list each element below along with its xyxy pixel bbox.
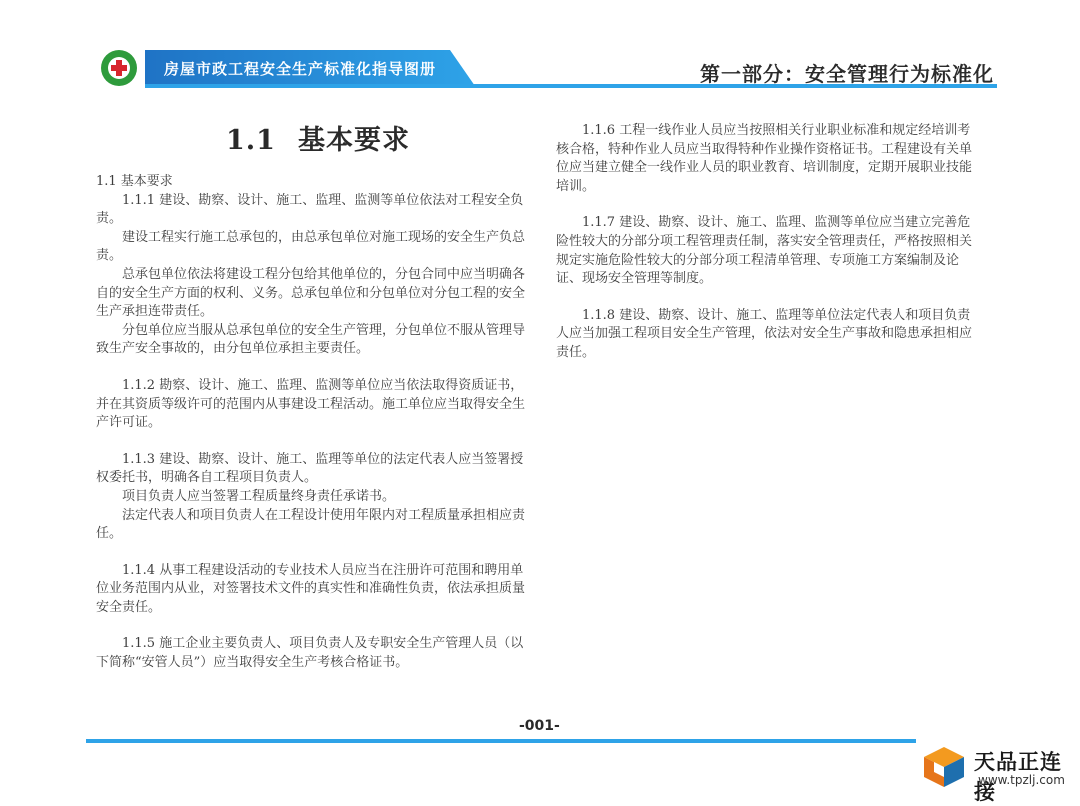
green-cross-logo-icon: [101, 50, 137, 86]
paragraph-gap: [556, 289, 976, 307]
body-paragraph: 1.1.6 工程一线作业人员应当按照相关行业职业标准和规定经培训考核合格，特种作业人员应当取得特种作业操作资格证书。工程建设有关单位应当建立健全一线作业人员的职业教育、培训制度，定期开展职业技能培训。: [556, 123, 973, 194]
paragraph-gap: [96, 617, 526, 635]
paragraph-gap: [96, 433, 526, 451]
body-paragraph: 1.1.5 施工企业主要负责人、项目负责人及专职安全生产管理人员（以下简称“安管人员”）应当取得安全生产考核合格证书。: [96, 636, 524, 671]
paragraph-gap: [556, 196, 976, 214]
paragraph-gap: [96, 359, 526, 377]
right-column: [556, 122, 976, 363]
page-heading: [226, 118, 410, 157]
heading-number: 1.1: [226, 125, 276, 156]
watermark-url: www.tpzlj.com: [978, 773, 1065, 787]
paragraph-gap: [96, 544, 526, 562]
footer-divider: [86, 739, 916, 743]
body-paragraph: 总承包单位依法将建设工程分包给其他单位的，分包合同中应当明确各自的安全生产方面的权利、义务。总承包单位和分包单位对分包工程的安全生产承担连带责任。: [96, 266, 526, 320]
heading-title: 基本要求: [297, 125, 410, 156]
body-paragraph: 项目负责人应当签署工程质量终身责任承诺书。: [122, 488, 396, 504]
body-paragraph: 1.1.7 建设、勘察、设计、施工、监理、监测等单位应当建立完善危险性较大的分部分项工程管理责任制，落实安全管理责任，严格按照相关规定实施危险性较大的分部分项工程清单管理、专项施工方案编制及论证、现场安全管理等制度。: [556, 215, 973, 287]
body-paragraph: 建设工程实行施工总承包的，由总承包单位对施工现场的安全生产负总责。: [96, 229, 526, 264]
body-paragraph: 分包单位应当服从总承包单位的安全生产管理，分包单位不服从管理导致生产安全事故的，由分包单位承担主要责任。: [96, 322, 526, 357]
document-title: 房屋市政工程安全生产标准化指导图册: [164, 60, 437, 78]
body-paragraph: 1.1 基本要求: [96, 174, 173, 189]
page-number: -001-: [519, 718, 560, 734]
body-paragraph: 1.1.1 建设、勘察、设计、施工、监理、监测等单位依法对工程安全负责。: [96, 192, 524, 227]
left-column: [96, 173, 526, 673]
body-paragraph: 1.1.8 建设、勘察、设计、施工、监理等单位法定代表人和项目负责人应当加强工程项目安全生产管理，依法对安全生产事故和隐患承担相应责任。: [556, 307, 973, 360]
watermark-name: 天品正连接: [974, 750, 1062, 804]
section-title: 第一部分：安全管理行为标准化: [700, 62, 994, 86]
body-paragraph: 法定代表人和项目负责人在工程设计使用年限内对工程质量承担相应责任。: [96, 507, 526, 542]
page-header: [0, 0, 1080, 100]
body-paragraph: 1.1.3 建设、勘察、设计、施工、监理等单位的法定代表人应当签署授权委托书，明确各自工程项目负责人。: [96, 451, 524, 486]
cube-logo-icon: [920, 745, 968, 789]
body-paragraph: 1.1.4 从事工程建设活动的专业技术人员应当在注册许可范围和聘用单位业务范围内从业，对签署技术文件的真实性和准确性负责，依法承担质量安全责任。: [96, 562, 526, 615]
body-paragraph: 1.1.2 勘察、设计、施工、监理、监测等单位应当依法取得资质证书，并在其资质等级许可的范围内从事建设工程活动。施工单位应当取得安全生产许可证。: [96, 377, 526, 431]
